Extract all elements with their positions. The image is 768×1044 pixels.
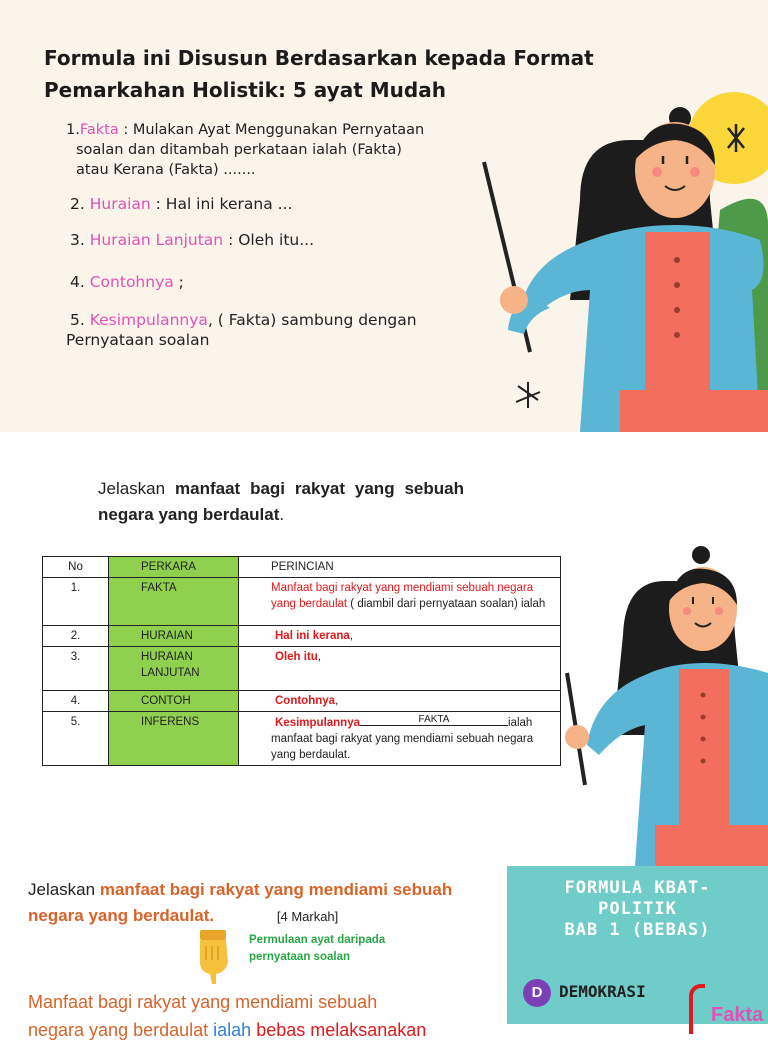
slide-title-line2: Pemarkahan Holistik: 5 ayat Mudah bbox=[44, 78, 446, 102]
item-text: atau Kerana (Fakta) ....... bbox=[76, 162, 256, 178]
cell-no: 2. bbox=[43, 626, 109, 647]
cell-perkara: INFERENS bbox=[109, 712, 239, 766]
table-row bbox=[43, 647, 561, 691]
cell-perkara: CONTOH bbox=[109, 691, 239, 712]
item-term: Kesimpulannya bbox=[89, 311, 208, 329]
header-perkara: PERKARA bbox=[109, 557, 239, 578]
cell-perkara: HURAIAN bbox=[109, 626, 239, 647]
table-row bbox=[43, 712, 561, 766]
cell-perkara: FAKTA bbox=[109, 578, 239, 626]
cell-no: 1. bbox=[43, 578, 109, 626]
note-line2: pernyataan soalan bbox=[249, 951, 350, 963]
perincian-red: Contohnya bbox=[275, 695, 336, 707]
question-2 bbox=[98, 476, 464, 528]
teacher-illustration bbox=[470, 90, 768, 432]
cell-perincian bbox=[239, 712, 561, 766]
cell-perincian bbox=[239, 626, 561, 647]
item-text: : Mulakan Ayat Menggunakan Pernyataan bbox=[118, 122, 425, 138]
item-term: Fakta bbox=[79, 122, 119, 138]
note-line1: Permulaan ayat daripada bbox=[249, 934, 386, 946]
fakta-label: Fakta bbox=[711, 1004, 764, 1026]
answer-part-c: bebas melaksanakan bbox=[251, 1020, 427, 1040]
item-number: 3. bbox=[70, 231, 85, 249]
answer-text bbox=[28, 988, 460, 1044]
perincian-text: ialah manfaat bagi rakyat yang mendiami sebuah negara yang berdaulat. bbox=[271, 717, 534, 761]
formula-item-4 bbox=[70, 272, 184, 292]
item-text: ; bbox=[173, 273, 184, 291]
perincian-text: , bbox=[335, 695, 339, 707]
header-no: No bbox=[43, 557, 109, 578]
formula-card bbox=[507, 866, 768, 1024]
perincian-red: Kesimpulannya bbox=[275, 717, 360, 729]
item-term: Contohnya bbox=[89, 273, 174, 291]
question-prefix: Jelaskan bbox=[98, 479, 175, 498]
formula-item-1 bbox=[66, 120, 424, 180]
fakta-blank: FAKTA bbox=[360, 714, 508, 726]
item-term: Huraian Lanjutan bbox=[89, 231, 224, 249]
teacher-illustration bbox=[555, 545, 768, 866]
cell-perincian bbox=[239, 578, 561, 626]
card-title-line3: BAB 1 (BEBAS) bbox=[564, 920, 711, 940]
formula-item-2 bbox=[70, 194, 292, 214]
question-3 bbox=[28, 877, 460, 930]
bracket-icon bbox=[689, 984, 705, 1034]
item-term: Huraian bbox=[89, 195, 151, 213]
item-number: 4. bbox=[70, 273, 85, 291]
table-row bbox=[43, 691, 561, 712]
item-text: Pernyataan soalan bbox=[66, 331, 210, 349]
formula-item-5 bbox=[66, 310, 417, 350]
perincian-red: Oleh itu bbox=[275, 651, 318, 663]
table-header-row bbox=[43, 557, 561, 578]
cell-perincian bbox=[239, 691, 561, 712]
item-number: 2. bbox=[70, 195, 85, 213]
card-title bbox=[507, 878, 768, 941]
perincian-text: ( diambil dari pernyataan soalan) ialah bbox=[347, 598, 546, 610]
question-bold: manfaat bagi rakyat yang sebuah negara yang berdaulat bbox=[98, 479, 464, 524]
perincian-red: Manfaat bagi rakyat yang mendiami sebuah negara yang berdaulat bbox=[271, 582, 534, 610]
card-title-line2: POLITIK bbox=[598, 899, 677, 919]
answer-part-a: negara yang berdaulat bbox=[28, 1020, 214, 1040]
item-text: : Oleh itu... bbox=[223, 231, 314, 249]
perincian-text: , bbox=[349, 630, 353, 642]
answer-ialah: ialah bbox=[213, 1020, 252, 1040]
item-text: , ( Fakta) sambung dengan bbox=[207, 311, 417, 329]
answer-line2 bbox=[28, 1016, 460, 1044]
cell-no: 3. bbox=[43, 647, 109, 691]
annotation-note bbox=[249, 932, 385, 966]
item-text: : Hal ini kerana ... bbox=[150, 195, 293, 213]
answer-line1: Manfaat bagi rakyat yang mendiami sebuah bbox=[28, 992, 378, 1012]
marks-label: [4 Markah] bbox=[276, 909, 339, 924]
question-prefix: Jelaskan bbox=[28, 880, 100, 899]
item-number: 5. bbox=[70, 311, 85, 329]
cell-perkara: HURAIAN LANJUTAN bbox=[109, 647, 239, 691]
perincian-text: , bbox=[317, 651, 322, 663]
cell-no: 4. bbox=[43, 691, 109, 712]
header-perincian: PERINCIAN bbox=[239, 557, 561, 578]
question-colored: manfaat bagi rakyat yang mendiami sebuah negara yang berdaulat. bbox=[28, 880, 453, 925]
cell-perincian bbox=[239, 647, 561, 691]
formula-slide bbox=[0, 0, 768, 432]
card-title-line1: FORMULA KBAT- bbox=[564, 878, 711, 898]
formula-table bbox=[42, 556, 561, 766]
demokrasi-label: DEMOKRASI bbox=[559, 982, 646, 1001]
question-suffix: . bbox=[279, 505, 285, 524]
pointing-hand-icon bbox=[196, 928, 232, 986]
item-text: soalan dan ditambah perkataan ialah (Fakta) bbox=[76, 142, 402, 158]
table-row bbox=[43, 626, 561, 647]
item-number: 1. bbox=[66, 122, 80, 138]
table-row bbox=[43, 578, 561, 626]
cell-no: 5. bbox=[43, 712, 109, 766]
slide-title-line1: Formula ini Disusun Berdasarkan kepada Format bbox=[44, 46, 594, 70]
formula-item-3 bbox=[70, 230, 314, 250]
demokrasi-badge-icon: D bbox=[523, 979, 551, 1007]
perincian-red: Hal ini kerana bbox=[275, 630, 350, 642]
